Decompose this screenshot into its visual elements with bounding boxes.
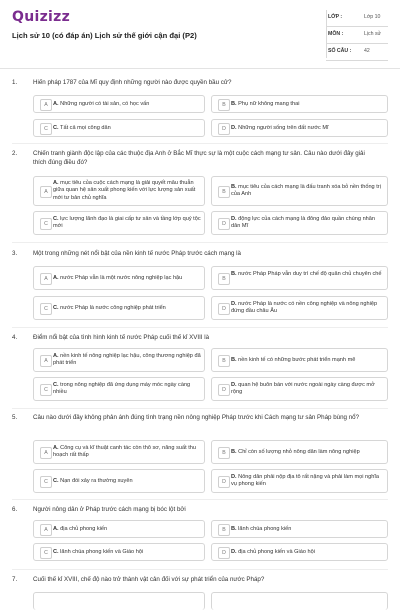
option-a[interactable]: A A. Công cụ và kĩ thuật canh tác còn thô sơ, năng suất thu hoạch rất thấp	[33, 440, 205, 464]
option-text: Chỉ còn số lượng nhỏ nông dân làm nông nghiệp	[238, 449, 360, 455]
option-letter: A	[40, 186, 52, 198]
question-text: Cuối thế kỉ XVIII, chế độ nào trở thành vật cản đối với sự phát triển của nước Pháp?	[33, 576, 265, 583]
option-text: Nông dân phải nộp địa tô rất nặng và phải làm mọi nghĩa vụ phong kiến	[231, 474, 380, 488]
option-b[interactable]: B B. nước Pháp Pháp vẫn duy trì chế độ quân chủ chuyên chế	[211, 266, 388, 290]
option-letter: C	[40, 123, 52, 135]
option-text: Những người có tài sản, có học vấn	[60, 101, 150, 107]
option-letter: D	[218, 476, 230, 488]
option-a[interactable]: A A. nền kinh tế nông nghiệp lạc hậu, công thương nghiệp đã phát triển	[33, 348, 205, 372]
question-text: Hiến pháp 1787 của Mĩ quy định những người nào được quyền bầu cử?	[33, 79, 232, 86]
option-letter: A	[40, 99, 52, 111]
option-letter: C	[40, 303, 52, 315]
option-text: trong nông nghiệp đã ứng dụng máy móc ngày càng nhiều	[53, 382, 191, 396]
option-letter: D	[218, 123, 230, 135]
option-letter: B	[218, 355, 230, 367]
option-text: Những người sống trên đất nước Mĩ	[238, 125, 329, 131]
option-text: lãnh chúa phong kiến và Giáo hội	[60, 549, 144, 555]
option-letter: D	[218, 303, 230, 315]
option-a[interactable]: A A. nước Pháp vẫn là một nước nông nghiệp lạc hậu	[33, 266, 205, 290]
meta-subject-key: MÔN :	[328, 31, 344, 37]
meta-panel	[326, 10, 388, 61]
option-a[interactable]: A A. mục tiêu của cuộc cách mạng là giải quyết mâu thuẫn giữa quan hệ sản xuất phong kiến với lực lượng sản xuất mới tư bản chủ nghĩa	[33, 176, 205, 206]
option-letter: B	[218, 273, 230, 285]
option-c[interactable]: C C. trong nông nghiệp đã ứng dụng máy móc ngày càng nhiều	[33, 377, 205, 401]
option-letter: D	[218, 547, 230, 559]
option-text: nền kinh tế nông nghiệp lạc hậu, công thương nghiệp đã phát triển	[53, 353, 201, 367]
question-number: 7.	[12, 576, 18, 583]
option-letter: B	[218, 447, 230, 459]
option-a[interactable]: A A. Những người có tài sản, có học vấn	[33, 95, 205, 113]
question-divider	[12, 242, 388, 243]
question-divider	[12, 408, 388, 409]
option-b[interactable]: B B. mục tiêu của cách mạng là đấu tranh xóa bỏ nền thống trị của Anh	[211, 176, 388, 206]
option-text: quan hệ buôn bán với nước ngoài ngày càng được mở rộng	[231, 382, 375, 396]
option-c[interactable]: C C. lực lượng lãnh đạo là giai cấp tư sản và tầng lớp quý tộc mới	[33, 211, 205, 235]
option-text: Nạn đói xảy ra thường xuyên	[60, 478, 133, 484]
question-text: Người nông dân ở Pháp trước cách mạng bị bóc lột bởi	[33, 506, 186, 513]
option-a[interactable]: A A. địa chủ phong kiến	[33, 520, 205, 538]
option-letter: C	[40, 476, 52, 488]
meta-grade-value: Lớp 10	[364, 14, 381, 20]
option-letter: A	[40, 447, 52, 459]
option-letter: D	[218, 218, 230, 230]
option-text: nước Pháp là nước có nền công nghiệp và nông nghiệp đứng đầu châu Âu	[231, 301, 378, 315]
option-text: mục tiêu của cách mạng là đấu tranh xóa bỏ nền thống trị của Anh	[231, 184, 381, 198]
question-text: Một trong những nét nổi bật của nền kinh tế nước Pháp trước cách mạng là	[33, 250, 242, 257]
page-header	[0, 0, 400, 68]
question-divider	[12, 143, 388, 144]
option-text: nước Pháp vẫn là một nước nông nghiệp lạc hậu	[60, 275, 183, 281]
option-b[interactable]: B B. lãnh chúa phong kiến	[211, 520, 388, 538]
option-d[interactable]: D D. nước Pháp là nước có nền công nghiệp và nông nghiệp đứng đầu châu Âu	[211, 296, 388, 320]
question-number: 6.	[12, 506, 18, 513]
option-letter: A	[40, 524, 52, 536]
meta-row-subject	[326, 27, 388, 44]
option-text: Tất cả mọi công dân	[60, 125, 111, 131]
option-letter: B	[218, 186, 230, 198]
option-text: mục tiêu của cuộc cách mạng là giải quyết mâu thuẫn giữa quan hệ sản xuất phong kiến với lực lượng sản xuất mới tư bản chủ nghĩa	[53, 180, 196, 201]
option-text: Công cụ và kĩ thuật canh tác còn thô sơ, năng suất thu hoạch rất thấp	[53, 445, 196, 459]
meta-count-key: SỐ CÂU :	[328, 48, 352, 54]
option-text: nền kinh tế có những bước phát triển mạnh mẽ	[238, 357, 356, 363]
option-d[interactable]: D D. động lực của cách mạng là đông đảo quần chúng nhân dân Mĩ	[211, 211, 388, 235]
question-number: 5.	[12, 414, 18, 421]
option-text: động lực của cách mạng là đông đảo quần chúng nhân dân Mĩ	[231, 216, 376, 230]
option-c[interactable]: C C. lãnh chúa phong kiến và Giáo hội	[33, 543, 205, 561]
option-letter: A	[40, 355, 52, 367]
question-divider	[12, 569, 388, 570]
document-title: Lịch sử 10 (có đáp án) Lịch sử thế giới cận đại (P2)	[12, 31, 197, 40]
meta-subject-value: Lịch sử	[364, 31, 382, 37]
option-text: lãnh chúa phong kiến	[238, 526, 292, 532]
header-divider	[0, 68, 400, 69]
question-number: 4.	[12, 334, 18, 341]
option-d[interactable]: D D. quan hệ buôn bán với nước ngoài ngày càng được mở rộng	[211, 377, 388, 401]
option-c[interactable]: C C. nước Pháp là nước công nghiệp phát triển	[33, 296, 205, 320]
meta-grade-key: LỚP :	[328, 14, 343, 20]
option-text: nước Pháp là nước công nghiệp phát triển	[60, 305, 166, 311]
option-text: địa chủ phong kiến và Giáo hội	[238, 549, 315, 555]
question-text: Điểm nổi bật của tình hình kinh tế nước Pháp cuối thế kỉ XVIII là	[33, 334, 210, 341]
option-letter: C	[40, 547, 52, 559]
option-c[interactable]: C C. Nạn đói xảy ra thường xuyên	[33, 469, 205, 493]
option-d[interactable]: D D. Những người sống trên đất nước Mĩ	[211, 119, 388, 137]
option-letter: D	[218, 384, 230, 396]
question-number: 3.	[12, 250, 18, 257]
question-divider	[12, 499, 388, 500]
question-divider	[12, 327, 388, 328]
option-letter: A	[40, 273, 52, 285]
question-text: Chiến tranh giành độc lập của các thuộc địa Anh ở Bắc Mĩ thực sự là một cuộc cách mạng tư sản. Câu nào dưới đây giải thích đúng điều đó?	[33, 150, 365, 166]
option-letter: C	[40, 218, 52, 230]
option-text: nước Pháp Pháp vẫn duy trì chế độ quân chủ chuyên chế	[238, 271, 382, 277]
option-d[interactable]: D D. Nông dân phải nộp địa tô rất nặng và phải làm mọi nghĩa vụ phong kiến	[211, 469, 388, 493]
meta-row-count	[326, 44, 388, 61]
option-a-partial[interactable]	[33, 592, 205, 610]
option-c[interactable]: C C. Tất cả mọi công dân	[33, 119, 205, 137]
option-b[interactable]: B B. Chỉ còn số lượng nhỏ nông dân làm nông nghiệp	[211, 440, 388, 464]
option-b[interactable]: B B. Phụ nữ không mang thai	[211, 95, 388, 113]
question-text: Câu nào dưới đây không phản ánh đúng tình trạng nền nông nghiệp Pháp trước khi Cách mạng tư sản Pháp bùng nổ?	[33, 414, 360, 421]
quizizz-logo: Quizizz	[12, 9, 71, 25]
option-b[interactable]: B B. nền kinh tế có những bước phát triển mạnh mẽ	[211, 348, 388, 372]
option-letter: B	[218, 99, 230, 111]
option-letter: C	[40, 384, 52, 396]
option-d[interactable]: D D. địa chủ phong kiến và Giáo hội	[211, 543, 388, 561]
meta-row-grade	[326, 10, 388, 27]
option-text: Phụ nữ không mang thai	[238, 101, 300, 107]
meta-count-value: 42	[364, 48, 370, 54]
option-b-partial[interactable]	[211, 592, 388, 610]
question-number: 1.	[12, 79, 18, 86]
option-text: lực lượng lãnh đạo là giai cấp tư sản và tầng lớp quý tộc mới	[53, 216, 201, 230]
question-number: 2.	[12, 150, 18, 157]
option-text: địa chủ phong kiến	[60, 526, 108, 532]
option-letter: B	[218, 524, 230, 536]
